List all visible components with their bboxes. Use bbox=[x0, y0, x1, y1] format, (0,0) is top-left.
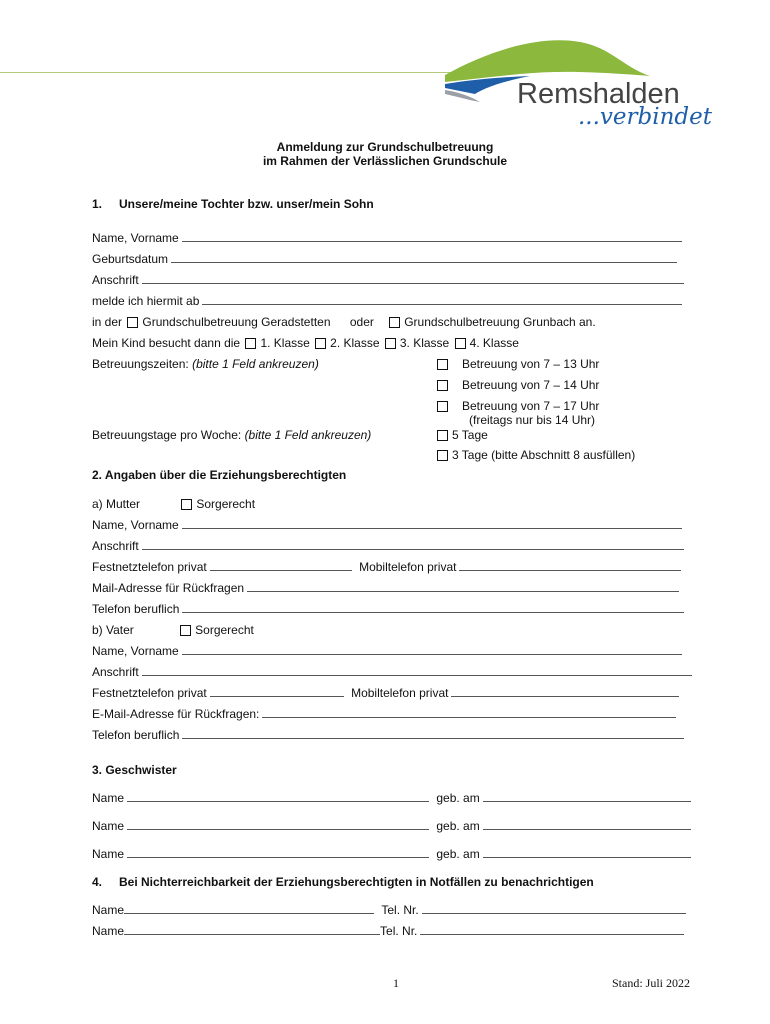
child-address-row bbox=[92, 273, 684, 287]
section4-number: 4. bbox=[92, 875, 103, 889]
mother-work-row bbox=[92, 602, 684, 616]
section1-number: 1. bbox=[92, 197, 103, 211]
mother-mail-label: Mail-Adresse für Rückfragen bbox=[92, 581, 245, 595]
father-address-label: Anschrift bbox=[92, 665, 139, 679]
days-option-5 bbox=[435, 428, 488, 442]
mother-address-label: Anschrift bbox=[92, 539, 139, 553]
father-work-row bbox=[92, 728, 684, 742]
days-label: Betreuungstage pro Woche: bbox=[92, 428, 242, 442]
father-name-label: Name, Vorname bbox=[92, 644, 179, 658]
sibling-born-field[interactable] bbox=[483, 847, 691, 858]
child-name-field[interactable] bbox=[182, 231, 682, 242]
sibling-name-label: Name bbox=[92, 819, 125, 833]
grunbach-checkbox[interactable] bbox=[389, 317, 400, 328]
mother-mail-row bbox=[92, 581, 679, 595]
mother-address-field[interactable] bbox=[142, 539, 684, 550]
father-phone-field[interactable] bbox=[210, 686, 344, 697]
class4-label: 4. Klasse bbox=[469, 336, 519, 350]
father-mobile-field[interactable] bbox=[451, 686, 679, 697]
friday-note: (freitags nur bis 14 Uhr) bbox=[469, 413, 596, 427]
child-address-field[interactable] bbox=[142, 273, 684, 284]
child-birth-label: Geburtsdatum bbox=[92, 252, 169, 266]
child-birth-row bbox=[92, 252, 677, 266]
register-row bbox=[92, 294, 682, 308]
sibling-row bbox=[92, 847, 691, 861]
page-number: 1 bbox=[393, 976, 399, 990]
sibling-row bbox=[92, 819, 691, 833]
revision-date: Stand: Juli 2022 bbox=[612, 976, 691, 990]
header-rule bbox=[0, 72, 470, 73]
father-work-field[interactable] bbox=[182, 728, 684, 739]
father-custody-checkbox[interactable] bbox=[180, 625, 191, 636]
sibling-row bbox=[92, 791, 691, 805]
sibling-born-label: geb. am bbox=[436, 847, 480, 861]
times-label: Betreuungszeiten: bbox=[92, 357, 189, 371]
section4-heading: Bei Nichterreichbarkeit der Erziehungsberechtigten in Notfällen zu benachrichtigen bbox=[119, 875, 594, 889]
sibling-name-field[interactable] bbox=[127, 847, 429, 858]
mother-mail-field[interactable] bbox=[247, 581, 679, 592]
days-5-checkbox[interactable] bbox=[437, 430, 448, 441]
time-option-14 bbox=[435, 378, 599, 392]
emergency-tel-label: Tel. Nr. bbox=[380, 924, 418, 938]
time-option-17 bbox=[435, 399, 599, 413]
mother-phone-label: Festnetztelefon privat bbox=[92, 560, 207, 574]
location-row bbox=[92, 315, 596, 329]
father-mail-label: E-Mail-Adresse für Rückfragen: bbox=[92, 707, 260, 721]
register-field[interactable] bbox=[202, 294, 682, 305]
sibling-name-label: Name bbox=[92, 791, 125, 805]
days-5-label: 5 Tage bbox=[452, 428, 488, 442]
mother-name-row bbox=[92, 518, 682, 532]
sibling-name-field[interactable] bbox=[127, 819, 429, 830]
father-mail-row bbox=[92, 707, 676, 721]
times-hint: (bitte 1 Feld ankreuzen) bbox=[192, 357, 319, 371]
child-name-label: Name, Vorname bbox=[92, 231, 179, 245]
mother-phone-row bbox=[92, 560, 681, 574]
grunbach-label: Grundschulbetreuung Grunbach an. bbox=[404, 315, 596, 329]
sibling-name-field[interactable] bbox=[127, 791, 429, 802]
section3-heading: 3. Geschwister bbox=[92, 763, 177, 777]
emergency-name-field[interactable] bbox=[124, 903, 374, 914]
days-3-label: 3 Tage (bitte Abschnitt 8 ausfüllen) bbox=[452, 448, 636, 462]
emergency-tel-label: Tel. Nr. bbox=[381, 903, 419, 917]
time-option-13 bbox=[435, 357, 599, 371]
class1-checkbox[interactable] bbox=[245, 338, 256, 349]
mother-work-label: Telefon beruflich bbox=[92, 602, 180, 616]
mother-name-field[interactable] bbox=[182, 518, 682, 529]
time-17-label: Betreuung von 7 – 17 Uhr bbox=[462, 399, 600, 413]
mother-name-label: Name, Vorname bbox=[92, 518, 179, 532]
page-title-line1: Anmeldung zur Grundschulbetreuung bbox=[276, 140, 494, 154]
class2-checkbox[interactable] bbox=[315, 338, 326, 349]
sibling-born-label: geb. am bbox=[436, 819, 480, 833]
emergency-name-label: Name bbox=[92, 903, 125, 917]
days-label-row bbox=[92, 428, 371, 442]
section2-heading: 2. Angaben über die Erziehungsberechtigten bbox=[92, 468, 347, 482]
child-address-label: Anschrift bbox=[92, 273, 139, 287]
days-option-3 bbox=[435, 448, 635, 462]
days-hint: (bitte 1 Feld ankreuzen) bbox=[244, 428, 372, 442]
mother-mobile-label: Mobiltelefon privat bbox=[359, 560, 457, 574]
times-label-row bbox=[92, 357, 319, 371]
emergency-tel-field[interactable] bbox=[422, 903, 686, 914]
mother-mobile-field[interactable] bbox=[459, 560, 681, 571]
father-custody-label: Sorgerecht bbox=[195, 623, 254, 637]
class3-label: 3. Klasse bbox=[399, 336, 450, 350]
sibling-name-label: Name bbox=[92, 847, 125, 861]
emergency-tel-field[interactable] bbox=[420, 924, 684, 935]
time-14-checkbox[interactable] bbox=[437, 380, 448, 391]
father-name-field[interactable] bbox=[182, 644, 682, 655]
time-13-label: Betreuung von 7 – 13 Uhr bbox=[462, 357, 600, 371]
father-row bbox=[92, 623, 254, 637]
time-13-checkbox[interactable] bbox=[437, 359, 448, 370]
register-label: melde ich hiermit ab bbox=[92, 294, 200, 308]
oder-label: oder bbox=[349, 315, 374, 329]
class2-label: 2. Klasse bbox=[330, 336, 380, 350]
class4-checkbox[interactable] bbox=[455, 338, 466, 349]
father-address-row bbox=[92, 665, 692, 679]
sibling-born-field[interactable] bbox=[483, 819, 691, 830]
child-birth-field[interactable] bbox=[171, 252, 677, 263]
mother-address-row bbox=[92, 539, 684, 553]
father-name-row bbox=[92, 644, 682, 658]
emergency-name-field[interactable] bbox=[124, 924, 380, 935]
father-work-label: Telefon beruflich bbox=[92, 728, 180, 742]
mother-label: a) Mutter bbox=[92, 497, 141, 511]
time-17-checkbox[interactable] bbox=[437, 401, 448, 412]
child-name-row bbox=[92, 231, 682, 245]
sibling-born-field[interactable] bbox=[483, 791, 691, 802]
father-label: b) Vater bbox=[92, 623, 134, 637]
days-3-checkbox[interactable] bbox=[437, 450, 448, 461]
in-der-label: in der bbox=[92, 315, 123, 329]
father-phone-row bbox=[92, 686, 679, 700]
father-phone-label: Festnetztelefon privat bbox=[92, 686, 207, 700]
mother-phone-field[interactable] bbox=[210, 560, 352, 571]
class-prefix-label: Mein Kind besucht dann die bbox=[92, 336, 241, 350]
logo-name: Remshalden bbox=[517, 78, 680, 110]
emergency-name-label: Name bbox=[92, 924, 125, 938]
class-row bbox=[92, 336, 519, 350]
mother-work-field[interactable] bbox=[182, 602, 684, 613]
sibling-born-label: geb. am bbox=[436, 791, 480, 805]
father-mobile-label: Mobiltelefon privat bbox=[351, 686, 449, 700]
father-mail-field[interactable] bbox=[262, 707, 676, 718]
class1-label: 1. Klasse bbox=[260, 336, 310, 350]
mother-row bbox=[92, 497, 255, 511]
geradstetten-label: Grundschulbetreuung Geradstetten bbox=[142, 315, 331, 329]
mother-custody-label: Sorgerecht bbox=[196, 497, 256, 511]
emergency-row bbox=[92, 924, 684, 938]
logo-tagline: ...verbindet bbox=[578, 104, 713, 130]
time-14-label: Betreuung von 7 – 14 Uhr bbox=[462, 378, 600, 392]
section1-heading: Unsere/meine Tochter bzw. unser/mein Sohn bbox=[119, 197, 374, 211]
geradstetten-checkbox[interactable] bbox=[127, 317, 138, 328]
mother-custody-checkbox[interactable] bbox=[181, 499, 192, 510]
page-title-line2: im Rahmen der Verlässlichen Grundschule bbox=[262, 154, 508, 168]
father-address-field[interactable] bbox=[142, 665, 692, 676]
class3-checkbox[interactable] bbox=[385, 338, 396, 349]
emergency-row bbox=[92, 903, 686, 917]
